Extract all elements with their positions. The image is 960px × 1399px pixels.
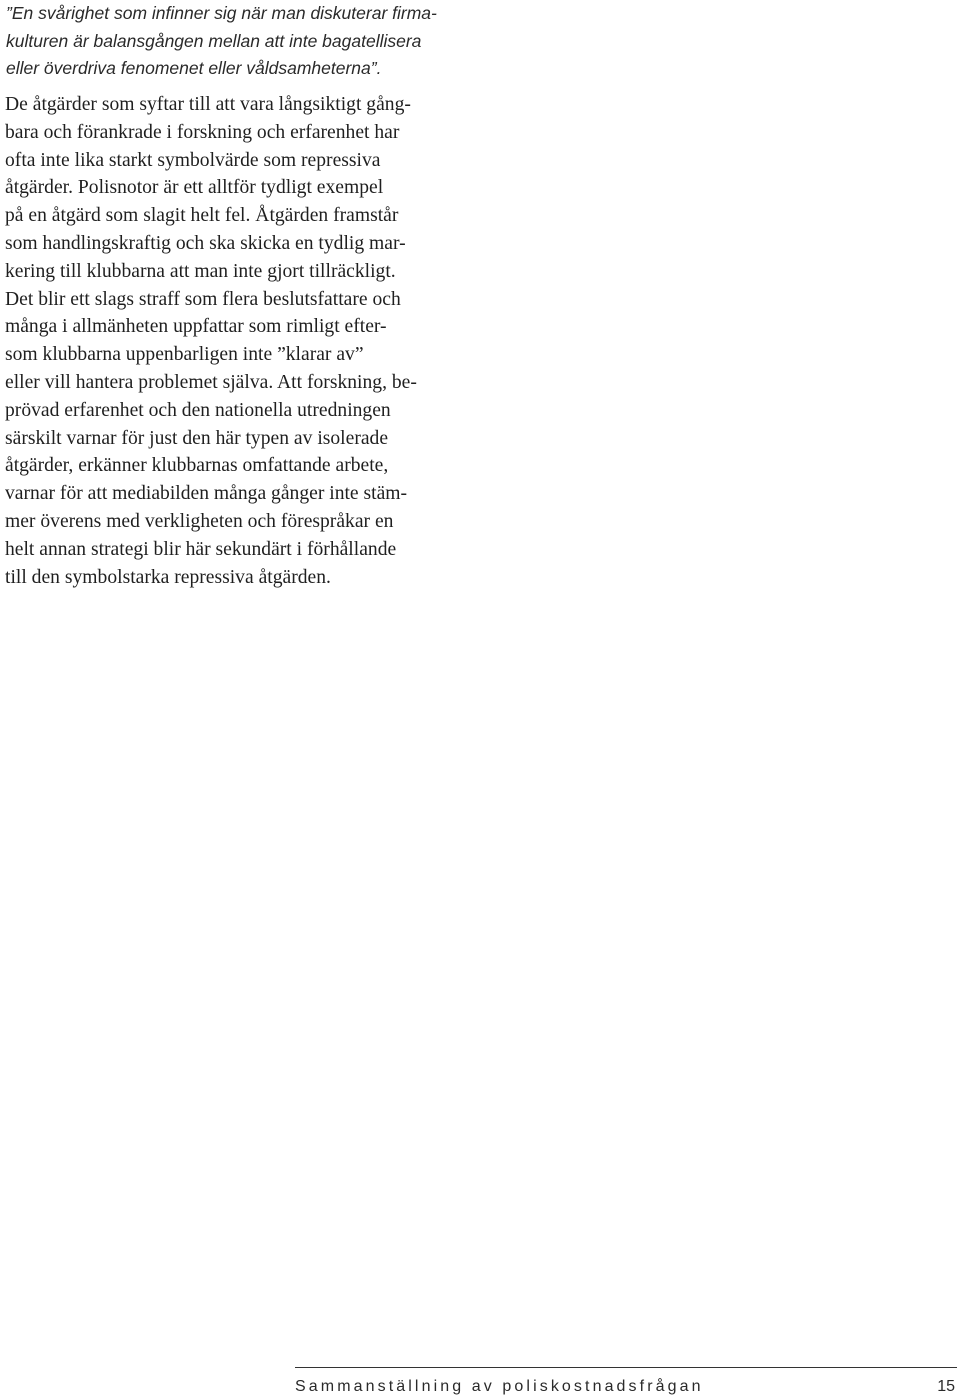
- body-line: många i allmänheten uppfattar som rimligt efter-: [5, 316, 387, 338]
- body-line: De åtgärder som syftar till att vara långsiktigt gång-: [5, 94, 411, 115]
- page-footer: [295, 1367, 957, 1395]
- page-number: 15: [937, 1378, 955, 1395]
- body-line: ofta inte lika starkt symbolvärde som repressiva: [5, 149, 381, 171]
- body-line: åtgärder. Polisnotor är ett alltför tydligt exempel: [5, 177, 384, 199]
- body-line: helt annan strategi blir här sekundärt i förhållande: [5, 538, 397, 560]
- body-line: mer överens med verkligheten och förespråkar en: [5, 510, 394, 532]
- body-line: särskilt varnar för just den här typen av isolerade: [5, 427, 389, 449]
- body-line: prövad erfarenhet och den nationella utredningen: [5, 399, 391, 421]
- body-line: eller vill hantera problemet själva. Att forskning, be-: [5, 371, 417, 393]
- body-line: på en åtgärd som slagit helt fel. Åtgärden framstår: [5, 205, 399, 227]
- body-line: som handlingskraftig och ska skicka en tydlig mar-: [5, 232, 406, 254]
- body-paragraph: [5, 91, 457, 591]
- quote-line: eller överdriva fenomenet eller våldsamheterna”.: [6, 58, 382, 78]
- body-line: Det blir ett slags straff som flera beslutsfattare och: [5, 288, 401, 310]
- body-line: bara och förankrade i forskning och erfarenhet har: [5, 121, 400, 143]
- body-line: kering till klubbarna att man inte gjort tillräckligt.: [5, 260, 396, 282]
- footer-document-title: Sammanställning av poliskostnadsfrågan: [295, 1378, 704, 1395]
- pull-quote: [6, 0, 458, 83]
- body-line: varnar för att mediabilden många gånger inte stäm-: [5, 483, 408, 505]
- body-line: som klubbarna uppenbarligen inte ”klarar av”: [5, 344, 364, 366]
- quote-line: kulturen är balansgången mellan att inte bagatellisera: [6, 30, 422, 51]
- body-line: åtgärder, erkänner klubbarnas omfattande arbete,: [5, 455, 389, 477]
- body-line: till den symbolstarka repressiva åtgärden.: [5, 566, 331, 588]
- quote-line: ”En svårighet som infinner sig när man diskuterar firma-: [6, 3, 437, 23]
